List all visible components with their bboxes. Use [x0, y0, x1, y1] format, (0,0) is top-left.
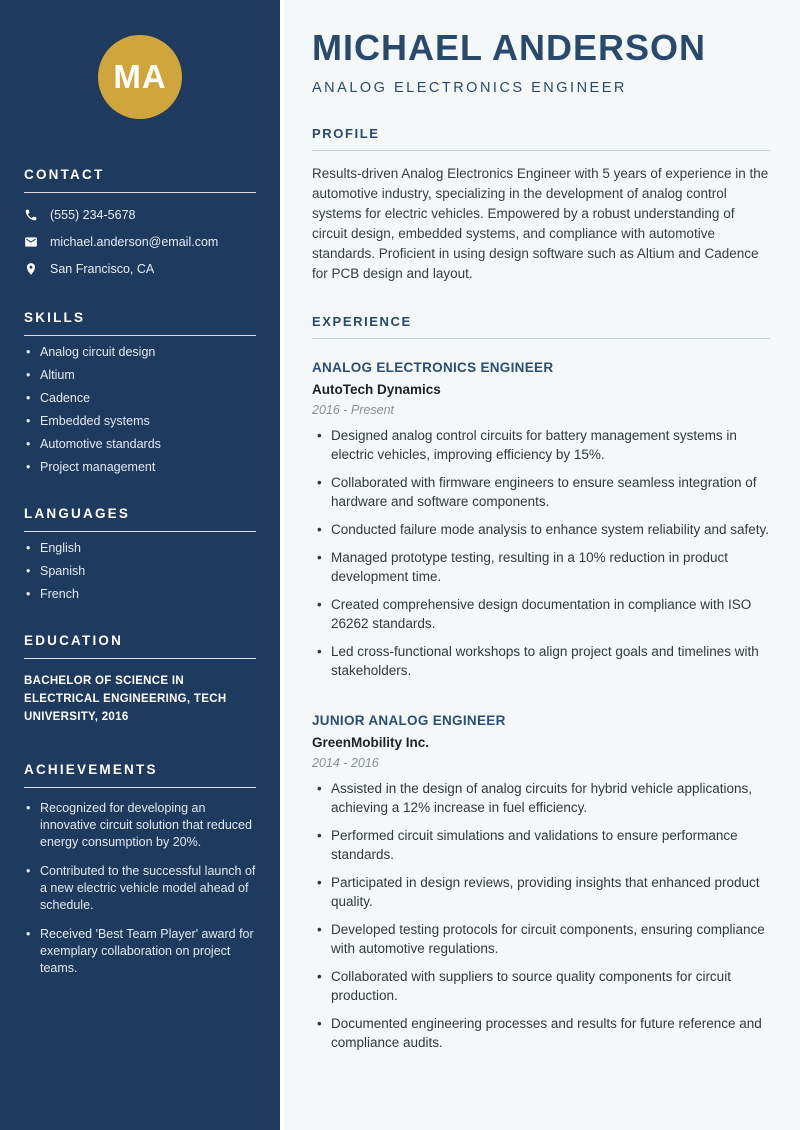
- languages-heading: LANGUAGES: [24, 506, 256, 532]
- education-degree: BACHELOR OF SCIENCE IN ELECTRICAL ENGINEERING, TECH UNIVERSITY, 2016: [24, 675, 227, 723]
- achievement-item: • Contributed to the successful launch of a new electric vehicle model ahead of schedule.: [24, 863, 256, 914]
- job-bullet: • Documented engineering processes and results for future reference and compliance audits.: [312, 1014, 770, 1052]
- job-bullet: • Created comprehensive design documentation in compliance with ISO 26262 standards.: [312, 595, 770, 633]
- skill-item: • Embedded systems: [24, 414, 256, 428]
- job-bullet: • Designed analog control circuits for battery management systems in electric vehicles, improving efficiency by 15%.: [312, 426, 770, 464]
- location-text: San Francisco, CA: [50, 262, 155, 276]
- job-company: AutoTech Dynamics: [312, 382, 441, 397]
- profile-heading: PROFILE: [312, 126, 770, 151]
- education-section: [24, 633, 256, 726]
- job-bullet: • Collaborated with suppliers to source quality components for circuit production.: [312, 967, 770, 1005]
- contact-email-row: [24, 235, 256, 249]
- achievements-section: [24, 762, 256, 977]
- job-bullets: [312, 426, 770, 680]
- languages-list: [24, 541, 256, 601]
- avatar: [98, 35, 182, 119]
- email-text: michael.anderson@email.com: [50, 235, 219, 249]
- contact-section: [24, 167, 256, 276]
- skill-item: • Project management: [24, 460, 256, 474]
- job-bullet: • Assisted in the design of analog circuits for hybrid vehicle applications, achieving a 12% increase in fuel efficiency.: [312, 779, 770, 817]
- phone-text: (555) 234-5678: [50, 208, 136, 222]
- skills-list: [24, 345, 256, 474]
- location-icon: [24, 262, 38, 276]
- achievement-item: • Received 'Best Team Player' award for exemplary collaboration on project teams.: [24, 926, 256, 977]
- job-title: JUNIOR ANALOG ENGINEER: [312, 713, 506, 728]
- job-bullet: • Conducted failure mode analysis to enhance system reliability and safety.: [312, 520, 770, 539]
- profile-section: [312, 126, 770, 284]
- experience-job: [312, 360, 770, 680]
- job-company: GreenMobility Inc.: [312, 735, 430, 750]
- achievement-item: • Recognized for developing an innovative circuit solution that reduced energy consumption by 20%.: [24, 800, 256, 851]
- job-bullet: • Managed prototype testing, resulting in a 10% reduction in product development time.: [312, 548, 770, 586]
- skill-item: • Automotive standards: [24, 437, 256, 451]
- avatar-initials: MA: [113, 58, 167, 95]
- skill-item: • Cadence: [24, 391, 256, 405]
- profile-text: Results-driven Analog Electronics Engineer with 5 years of experience in the automotive industry, specializing in the development of analog control systems for electric vehicles. Empowered by a robust understanding of circuit design, embedded systems, and compliance with automotive standards. Proficient in using design software such as Altium and Cadence for PCB design and layout.: [312, 166, 769, 281]
- achievements-list: [24, 800, 256, 977]
- email-icon: [24, 235, 38, 249]
- skills-section: [24, 310, 256, 474]
- languages-section: [24, 506, 256, 601]
- job-bullets: [312, 779, 770, 1052]
- job-title: ANALOG ELECTRONICS ENGINEER: [312, 360, 554, 375]
- candidate-name: MICHAEL ANDERSON: [312, 27, 707, 68]
- achievements-heading: ACHIEVEMENTS: [24, 762, 256, 788]
- job-bullet: • Participated in design reviews, providing insights that enhanced product quality.: [312, 873, 770, 911]
- contact-location-row: [24, 262, 256, 276]
- job-bullet: • Performed circuit simulations and validations to ensure performance standards.: [312, 826, 770, 864]
- job-bullet: • Collaborated with firmware engineers to ensure seamless integration of hardware and software components.: [312, 473, 770, 511]
- experience-section: [312, 314, 770, 1052]
- language-item: • French: [24, 587, 256, 601]
- contact-heading: CONTACT: [24, 167, 256, 193]
- skills-heading: SKILLS: [24, 310, 256, 336]
- experience-job: [312, 713, 770, 1052]
- skill-item: • Altium: [24, 368, 256, 382]
- phone-icon: [24, 208, 38, 222]
- contact-phone-row: [24, 208, 256, 222]
- job-dates: 2016 - Present: [312, 403, 394, 417]
- job-bullet: • Developed testing protocols for circuit components, ensuring compliance with automotive regulations.: [312, 920, 770, 958]
- job-bullet: • Led cross-functional workshops to align project goals and timelines with stakeholders.: [312, 642, 770, 680]
- candidate-title: ANALOG ELECTRONICS ENGINEER: [312, 80, 627, 96]
- resume-main: [284, 0, 800, 1130]
- job-dates: 2014 - 2016: [312, 756, 379, 770]
- education-heading: EDUCATION: [24, 633, 256, 659]
- resume-sidebar: [0, 0, 280, 1130]
- language-item: • Spanish: [24, 564, 256, 578]
- language-item: • English: [24, 541, 256, 555]
- experience-heading: EXPERIENCE: [312, 314, 770, 339]
- skill-item: • Analog circuit design: [24, 345, 256, 359]
